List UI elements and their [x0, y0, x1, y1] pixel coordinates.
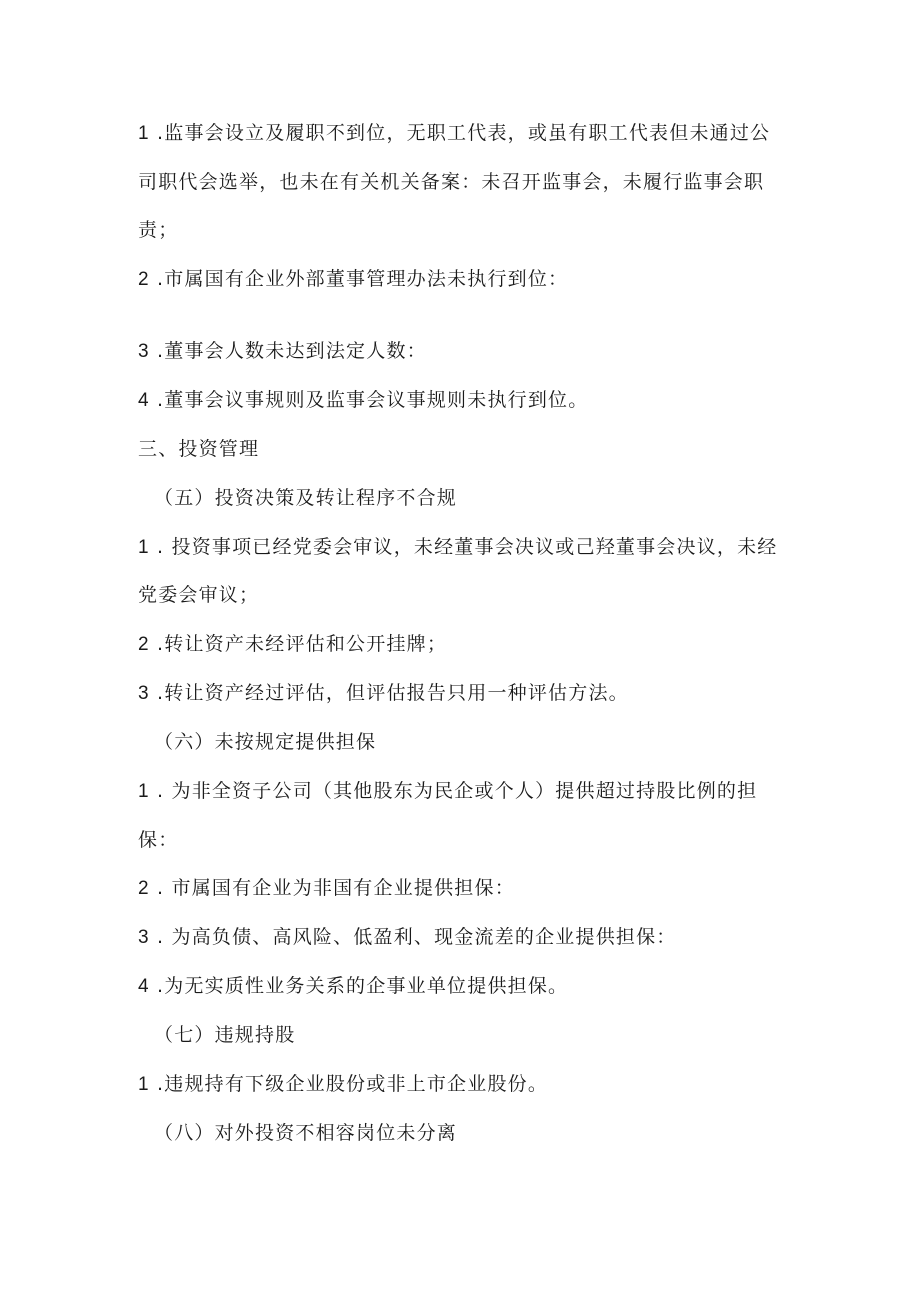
paragraph-text: .为无实质性业务关系的企事业单位提供担保。	[149, 975, 569, 997]
subsection-heading-8: （八）对外投资不相容岗位未分离	[154, 1122, 458, 1144]
subsection-heading-5: （五）投资决策及转让程序不合规	[154, 487, 458, 509]
item-number: 4	[138, 976, 150, 997]
subsection-heading-6: （六）未按规定提供担保	[154, 731, 377, 753]
section-heading-3: 三、投资管理	[138, 438, 260, 460]
paragraph-text: 保：	[138, 829, 179, 851]
paragraph-6-4	[138, 974, 568, 999]
item-number: 3	[138, 341, 150, 362]
item-number: 1	[138, 781, 150, 802]
paragraph-7-1	[138, 1072, 548, 1097]
paragraph-text: .违规持有下级企业股份或非上市企业股份。	[149, 1073, 549, 1095]
paragraph-text: . 市属国有企业为非国有企业提供担保：	[149, 877, 515, 899]
paragraph-5-1-line-2	[138, 583, 259, 607]
paragraph-text: .董事会议事规则及监事会议事规则未执行到位。	[149, 389, 589, 411]
paragraph-text: 责；	[138, 219, 179, 241]
paragraph-text: .董事会人数未达到法定人数：	[149, 340, 427, 362]
item-number: 4	[138, 390, 150, 411]
item-number: 2	[138, 878, 150, 899]
item-number: 2	[138, 269, 150, 290]
paragraph-text: .监事会设立及履职不到位，无职工代表，或虽有职工代表但未通过公	[149, 122, 771, 144]
paragraph-2	[138, 267, 568, 292]
item-number: 3	[138, 683, 150, 704]
paragraph-text: 司职代会选举，也未在有关机关备案：未召开监事会，未履行监事会职	[138, 171, 765, 193]
subsection-heading-7: （七）违规持股	[154, 1024, 296, 1046]
paragraph-text: .转让资产经过评估，但评估报告只用一种评估方法。	[149, 682, 629, 704]
paragraph-4	[138, 388, 588, 413]
paragraph-6-1-line-2	[138, 828, 178, 852]
paragraph-text: 党委会审议；	[138, 584, 260, 606]
paragraph-text: . 为非全资子公司（其他股东为民企或个人）提供超过持股比例的担	[149, 780, 758, 802]
paragraph-1-line-1	[138, 121, 770, 146]
paragraph-text: .转让资产未经评估和公开挂牌；	[149, 633, 448, 655]
item-number: 1	[138, 537, 150, 558]
item-number: 3	[138, 927, 150, 948]
paragraph-5-2	[138, 632, 447, 657]
paragraph-text: .市属国有企业外部董事管理办法未执行到位：	[149, 268, 569, 290]
paragraph-text: . 投资事项已经党委会审议，未经董事会决议或己羟董事会决议，未经	[149, 536, 778, 558]
paragraph-6-1-line-1	[138, 779, 757, 804]
item-number: 1	[138, 1074, 150, 1095]
paragraph-6-2	[138, 876, 515, 901]
item-number: 2	[138, 634, 150, 655]
paragraph-3	[138, 339, 427, 364]
paragraph-text: . 为高负债、高风险、低盈利、现金流差的企业提供担保：	[149, 926, 677, 948]
item-number: 1	[138, 123, 150, 144]
paragraph-1-line-2	[138, 170, 764, 194]
paragraph-5-1-line-1	[138, 535, 778, 560]
paragraph-5-3	[138, 681, 629, 706]
paragraph-1-line-3	[138, 218, 178, 242]
paragraph-6-3	[138, 925, 677, 950]
